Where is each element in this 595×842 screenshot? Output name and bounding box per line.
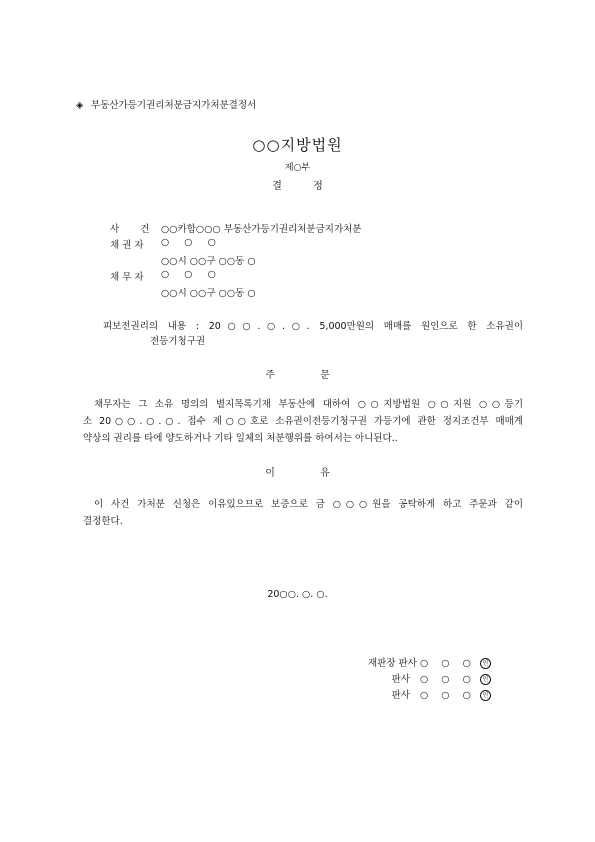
diamond-bullet-icon: ◈ (76, 100, 84, 111)
judge-signature-row (368, 671, 491, 685)
judge-signature-row (368, 655, 491, 669)
decision-heading: 결 정 (272, 181, 323, 192)
debtor-label: 채 무 자 (110, 272, 144, 283)
debtor-name: ○ ○ ○ (161, 269, 222, 280)
creditor-address: ○○시 ○○구 ○○동 ○ (161, 256, 256, 267)
judge-name: ○ ○ ○ (420, 674, 476, 685)
seal-icon: 인 (480, 674, 491, 685)
case-value: ○○카합○○○ 부동산가등기권리처분금지가처분 (161, 224, 362, 235)
debtor-address: ○○시 ○○구 ○○동 ○ (161, 288, 256, 299)
court-division: 제○부 (284, 163, 311, 173)
preserved-right-line-1: 피보전권리의 내용 : 20○○.○.○. 5,000만원의 매매를 원인으로 한 소유권이 (103, 321, 523, 332)
judge-name: ○ ○ ○ (420, 658, 476, 669)
decision-date: 20○○. ○. ○. (267, 589, 328, 600)
judge-name: ○ ○ ○ (420, 690, 476, 701)
judge-title: 판사 (391, 690, 410, 701)
order-heading: 주 문 (265, 370, 330, 381)
reason-line-1: 이 사건 가처분 신청은 이유있으므로 보증으로 금 ○○○원을 공탁하게 하고 주문과 같이 (94, 499, 523, 510)
preserved-right-line-2: 전등기청구권 (150, 336, 206, 347)
order-line-3: 약상의 권리를 타에 양도하거나 기타 일체의 처분행위를 하여서는 아니된다.. (83, 433, 398, 444)
reason-line-2: 결정한다. (83, 516, 123, 527)
document-title: 부동산가등기권리처분금지가처분결정서 (91, 100, 257, 111)
reason-heading: 이 유 (265, 468, 330, 479)
order-line-1: 채무자는 그 소유 명의의 별지목록기재 부동산에 대하여 ○○지방법원 ○○지원 ○○등기 (94, 399, 523, 410)
court-name: ○○지방법원 (252, 136, 343, 154)
document-header (76, 97, 256, 111)
seal-icon: 인 (480, 658, 491, 669)
creditor-name: ○ ○ ○ (161, 237, 222, 248)
case-label: 사 건 (110, 224, 150, 235)
judge-title: 판사 (391, 674, 410, 685)
creditor-label: 채 권 자 (110, 240, 144, 251)
seal-icon: 인 (480, 690, 491, 701)
judge-title: 재판장 판사 (368, 658, 417, 669)
judge-signature-row (368, 687, 491, 701)
order-line-2: 소 20○○.○.○. 접수 제○○호로 소유권이전등기청구권 가등기에 관한 정지조건부 매매계 (83, 416, 523, 427)
